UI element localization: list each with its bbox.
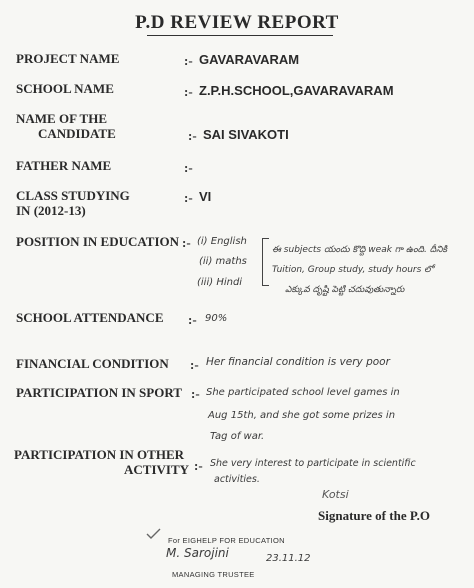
financial-sep: :- [190,357,199,372]
signature-label: Signature of the P.O [318,508,430,523]
education-note-line1: ఈ subjects యందు కొద్ది weak గా ఉంది. దీనికి [272,245,448,255]
candidate-label-line2: CANDIDATE [38,126,116,141]
sport-line2: Aug 15th, and she got some prizes in [208,410,396,421]
candidate-value: SAI SIVAKOTI [203,127,289,142]
sport-line3: Tag of war. [210,431,265,442]
school-name-sep: :- [184,84,193,99]
sport-line1: She participated school level games in [206,387,400,398]
other-activity-line1: She very interest to participate in scientific [210,458,416,469]
other-activity-line2: activities. [214,474,260,485]
other-activity-sep: :- [194,458,203,473]
attendance-sep: :- [188,312,197,327]
candidate-sep: :- [188,128,197,143]
other-activity-label-line2: ACTIVITY [124,462,190,477]
attendance-value: 90% [205,313,228,324]
education-note-line2: Tuition, Group study, study hours లో [272,265,434,275]
sport-sep: :- [191,386,200,401]
class-label-line2: IN (2012-13) [16,203,86,218]
po-signature-scribble: Kotsi [322,488,349,501]
project-name-label: PROJECT NAME [16,51,120,66]
other-activity-label-line1: PARTICIPATION IN OTHER [14,447,185,462]
class-value: VI [199,189,212,204]
trustee-signature-date: 23.11.12 [266,553,311,564]
financial-label: FINANCIAL CONDITION [16,356,169,371]
school-name-label: SCHOOL NAME [16,81,114,96]
education-note-line3: ఎక్కువ దృష్టి పెట్టి చదువుతున్నారు [285,285,405,295]
subject-maths: (ii) maths [199,256,247,267]
checkmark-icon [146,528,162,540]
project-name-value: GAVARAVARAM [199,52,300,67]
attendance-label: SCHOOL ATTENDANCE [16,310,164,325]
subject-english: (i) English [197,236,247,247]
trustee-signature: M. Sarojini [166,546,229,560]
class-sep: :- [184,190,193,205]
financial-value: Her financial condition is very poor [206,356,390,368]
education-sep: :- [182,235,191,250]
subjects-bracket [262,238,269,286]
subject-hindi: (iii) Hindi [197,277,243,288]
project-name-sep: :- [184,53,193,68]
school-name-value: Z.P.H.SCHOOL,GAVARAVARAM [199,83,394,98]
page-title: P.D REVIEW REPORT [135,12,339,33]
stamp-org-line: For EIGHELP FOR EDUCATION [168,536,285,545]
father-name-sep: :- [184,160,193,175]
title-underline [147,35,333,36]
class-label-line1: CLASS STUDYING [16,188,130,203]
education-label: POSITION IN EDUCATION [16,234,180,249]
father-name-label: FATHER NAME [16,158,112,173]
sport-label: PARTICIPATION IN SPORT [16,385,182,400]
candidate-label-line1: NAME OF THE [16,111,108,126]
stamp-title-line: MANAGING TRUSTEE [172,570,255,579]
